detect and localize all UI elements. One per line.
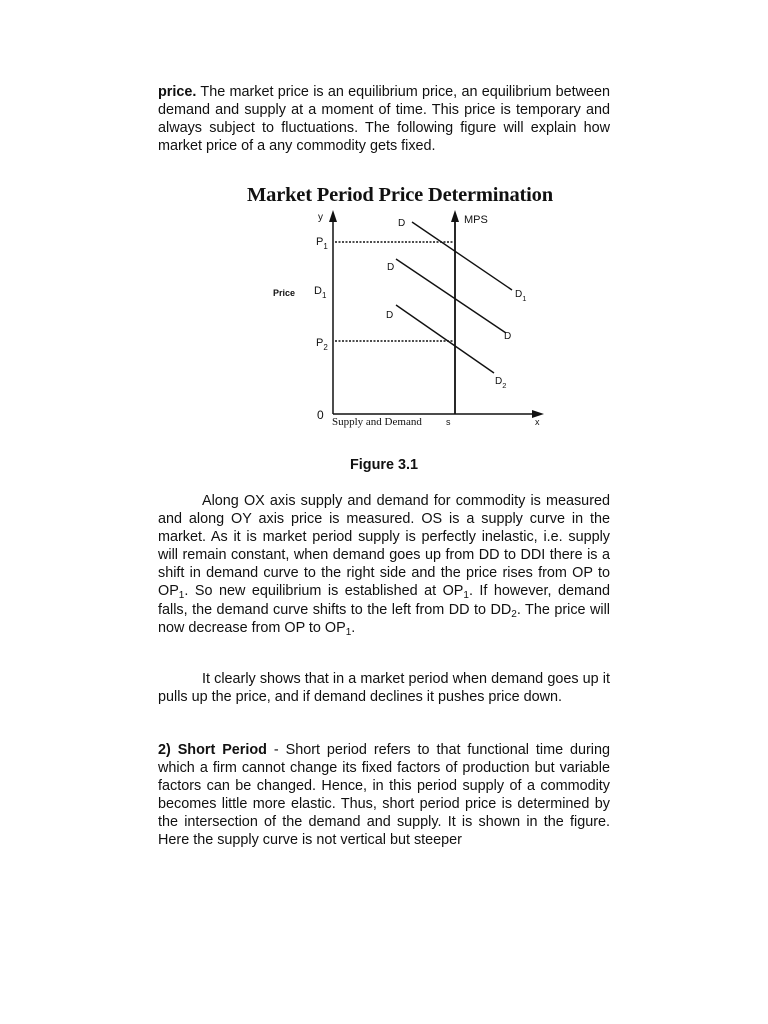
- label-d2-end: $D_2$: [495, 376, 507, 390]
- mps-arrow: [451, 210, 459, 222]
- label-d2-start: D: [386, 310, 394, 321]
- tick-label-d1: $D_1$: [314, 285, 327, 300]
- body-paragraph-3: 2) Short Period - Short period refers to that functional time during which a firm cannot change its fixed factors of production but variable factors can be changed. Hence, in this period supply of a commodity becomes little more elastic. Thus, short period price is determined by the intersection of the demand and supply. It is shown in the figure. Here the supply curve is not vertical but steeper: [158, 742, 610, 849]
- s-point-label: s: [446, 417, 451, 427]
- x-axis-label: x: [535, 417, 540, 427]
- short-period-heading: 2) Short Period: [158, 742, 267, 758]
- tick-label-p1: $P_1$: [316, 236, 328, 251]
- y-axis-arrow: [329, 210, 337, 222]
- intro-text: The market price is an equilibrium price, an equilibrium between demand and supply at a moment of time. This price is temporary and always subject to fluctuations. The following figure will explain how market price of a any commodity gets fixed.: [158, 84, 610, 155]
- y-axis-title: Price: [273, 288, 296, 298]
- y-axis-label: y: [318, 212, 323, 223]
- label-d1-start: D: [398, 218, 406, 229]
- figure-title: Market Period Price Determination: [247, 184, 553, 206]
- demand-curve-d-d: [396, 259, 506, 333]
- body-paragraph-2: It clearly shows that in a market period when demand goes up it pulls up the price, and if demand declines it pushes price down.: [158, 671, 610, 706]
- x-axis-title: Supply and Demand: [332, 416, 422, 428]
- label-d-start: D: [387, 262, 395, 273]
- body-paragraph-1: Along OX axis supply and demand for commodity is measured and along OY axis price is measured. OS is a supply curve in the market. As it is market period supply is perfectly inelastic, i.e. supply will remain constant, when demand goes up from DD to DDI there is a shift in demand curve to the right side and the price rises from OP to $OP_1$. So new equilibrium is established at $OP_1$. If however, demand falls, the demand curve shifts to the left from DD to $DD_2$. The price will now decrease from OP to $OP_1$.: [158, 493, 611, 638]
- tick-label-p2: $P_2$: [316, 337, 328, 352]
- origin-label: 0: [317, 408, 324, 422]
- mps-label: MPS: [464, 214, 488, 226]
- intro-lead: price.: [158, 84, 197, 100]
- label-d1-end: $D_1$: [515, 289, 527, 303]
- label-d-end: D: [504, 331, 512, 342]
- figure-caption: Figure 3.1: [350, 457, 418, 473]
